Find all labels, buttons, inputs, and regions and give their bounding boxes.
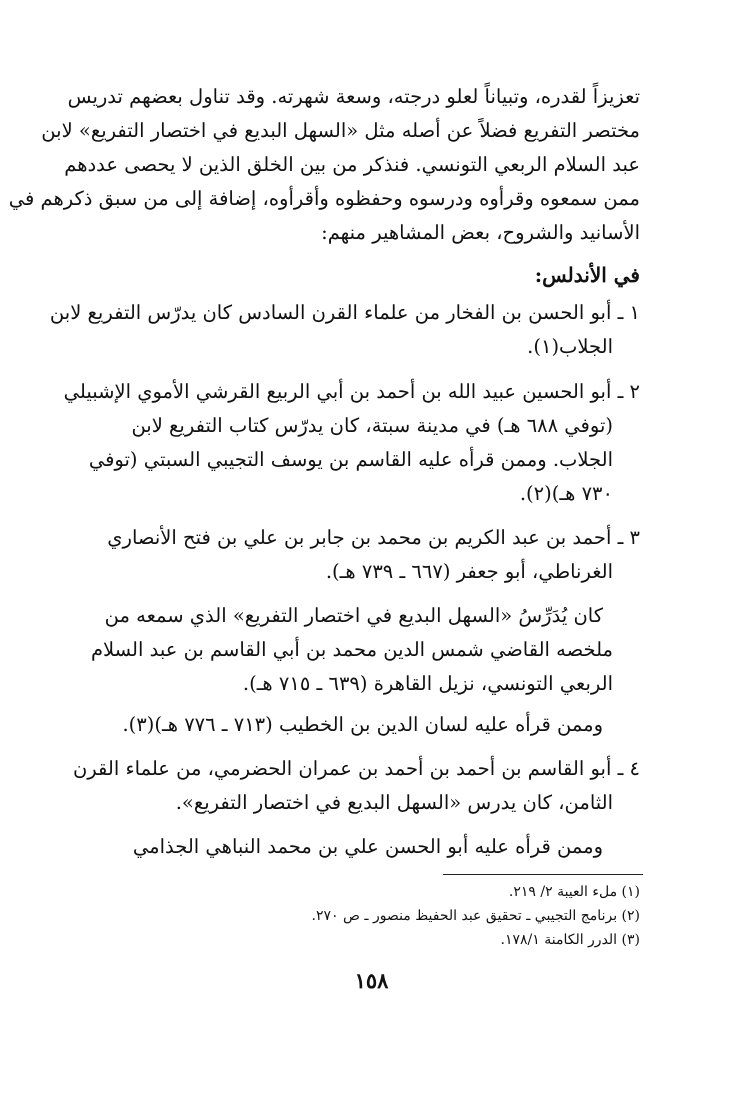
intro-line: مختصر التفريع فضلاً عن أصله مثل «السهل البديع في اختصار التفريع» لابن bbox=[41, 119, 640, 142]
footnote: (٢) برنامج التجيبي ـ تحقيق عبد الحفيظ منصور ـ ص ٢٧٠. bbox=[311, 908, 640, 924]
footnote: (١) ملء العيبة ٢/ ٢١٩. bbox=[508, 884, 640, 900]
entry-line: الجلاب(١). bbox=[527, 335, 613, 358]
entry-line: ٣ ـ أحمد بن عبد الكريم بن محمد بن جابر بن علي بن فتح الأنصاري bbox=[107, 526, 640, 549]
entry-line: ٧٣٠ هـ)(٢). bbox=[519, 482, 613, 505]
entry-line: ملخصه القاضي شمس الدين محمد بن أبي القاسم بن عبد السلام bbox=[90, 638, 613, 661]
section-heading: في الأندلس: bbox=[534, 263, 640, 287]
entry-line: الربعي التونسي، نزيل القاهرة (٦٣٩ ـ ٧١٥ هـ). bbox=[242, 672, 613, 695]
entry-line: وممن قرأه عليه لسان الدين بن الخطيب (٧١٣ ـ ٧٧٦ هـ)(٣). bbox=[122, 713, 603, 736]
entry-line: الثامن، كان يدرس «السهل البديع في اختصار التفريع». bbox=[175, 791, 613, 814]
intro-line: عبد السلام الربعي التونسي. فنذكر من بين الخلق الذين لا يحصى عددهم bbox=[64, 153, 640, 176]
intro-line: الأسانيد والشروح، بعض المشاهير منهم: bbox=[321, 221, 640, 244]
intro-line: ممن سمعوه وقرأوه ودرسوه وحفظوه وأقرأوه، إضافة إلى من سبق ذكرهم في bbox=[8, 187, 640, 210]
entry-line: ٢ ـ أبو الحسين عبيد الله بن أحمد بن أبي الربيع القرشي الأموي الإشبيلي bbox=[63, 380, 640, 403]
entry-line: وممن قرأه عليه أبو الحسن علي بن محمد النباهي الجذامي bbox=[132, 835, 603, 858]
page-number: ١٥٨ bbox=[354, 968, 389, 993]
entry-line: الجلاب. وممن قرأه عليه القاسم بن يوسف التجيبي السبتي (توفي bbox=[88, 448, 613, 471]
entry-line: كان يُدَرِّسُ «السهل البديع في اختصار التفريع» الذي سمعه من bbox=[104, 604, 603, 627]
entry-line: ٤ ـ أبو القاسم بن أحمد بن أحمد بن عمران الحضرمي، من علماء القرن bbox=[72, 757, 640, 780]
entry-line: الغرناطي، أبو جعفر (٦٦٧ ـ ٧٣٩ هـ). bbox=[325, 560, 613, 583]
entry-line: ١ ـ أبو الحسن بن الفخار من علماء القرن السادس كان يدرّس التفريع لابن bbox=[49, 301, 640, 324]
footnote-separator bbox=[443, 874, 643, 875]
intro-line: تعزيزاً لقدره، وتبياناً لعلو درجته، وسعة شهرته. وقد تناول بعضهم تدريس bbox=[67, 85, 640, 108]
entry-line: (توفي ٦٨٨ هـ) في مدينة سبتة، كان يدرّس كتاب التفريع لابن bbox=[131, 414, 613, 437]
footnote: (٣) الدرر الكامنة ١٧٨/١. bbox=[500, 932, 640, 948]
